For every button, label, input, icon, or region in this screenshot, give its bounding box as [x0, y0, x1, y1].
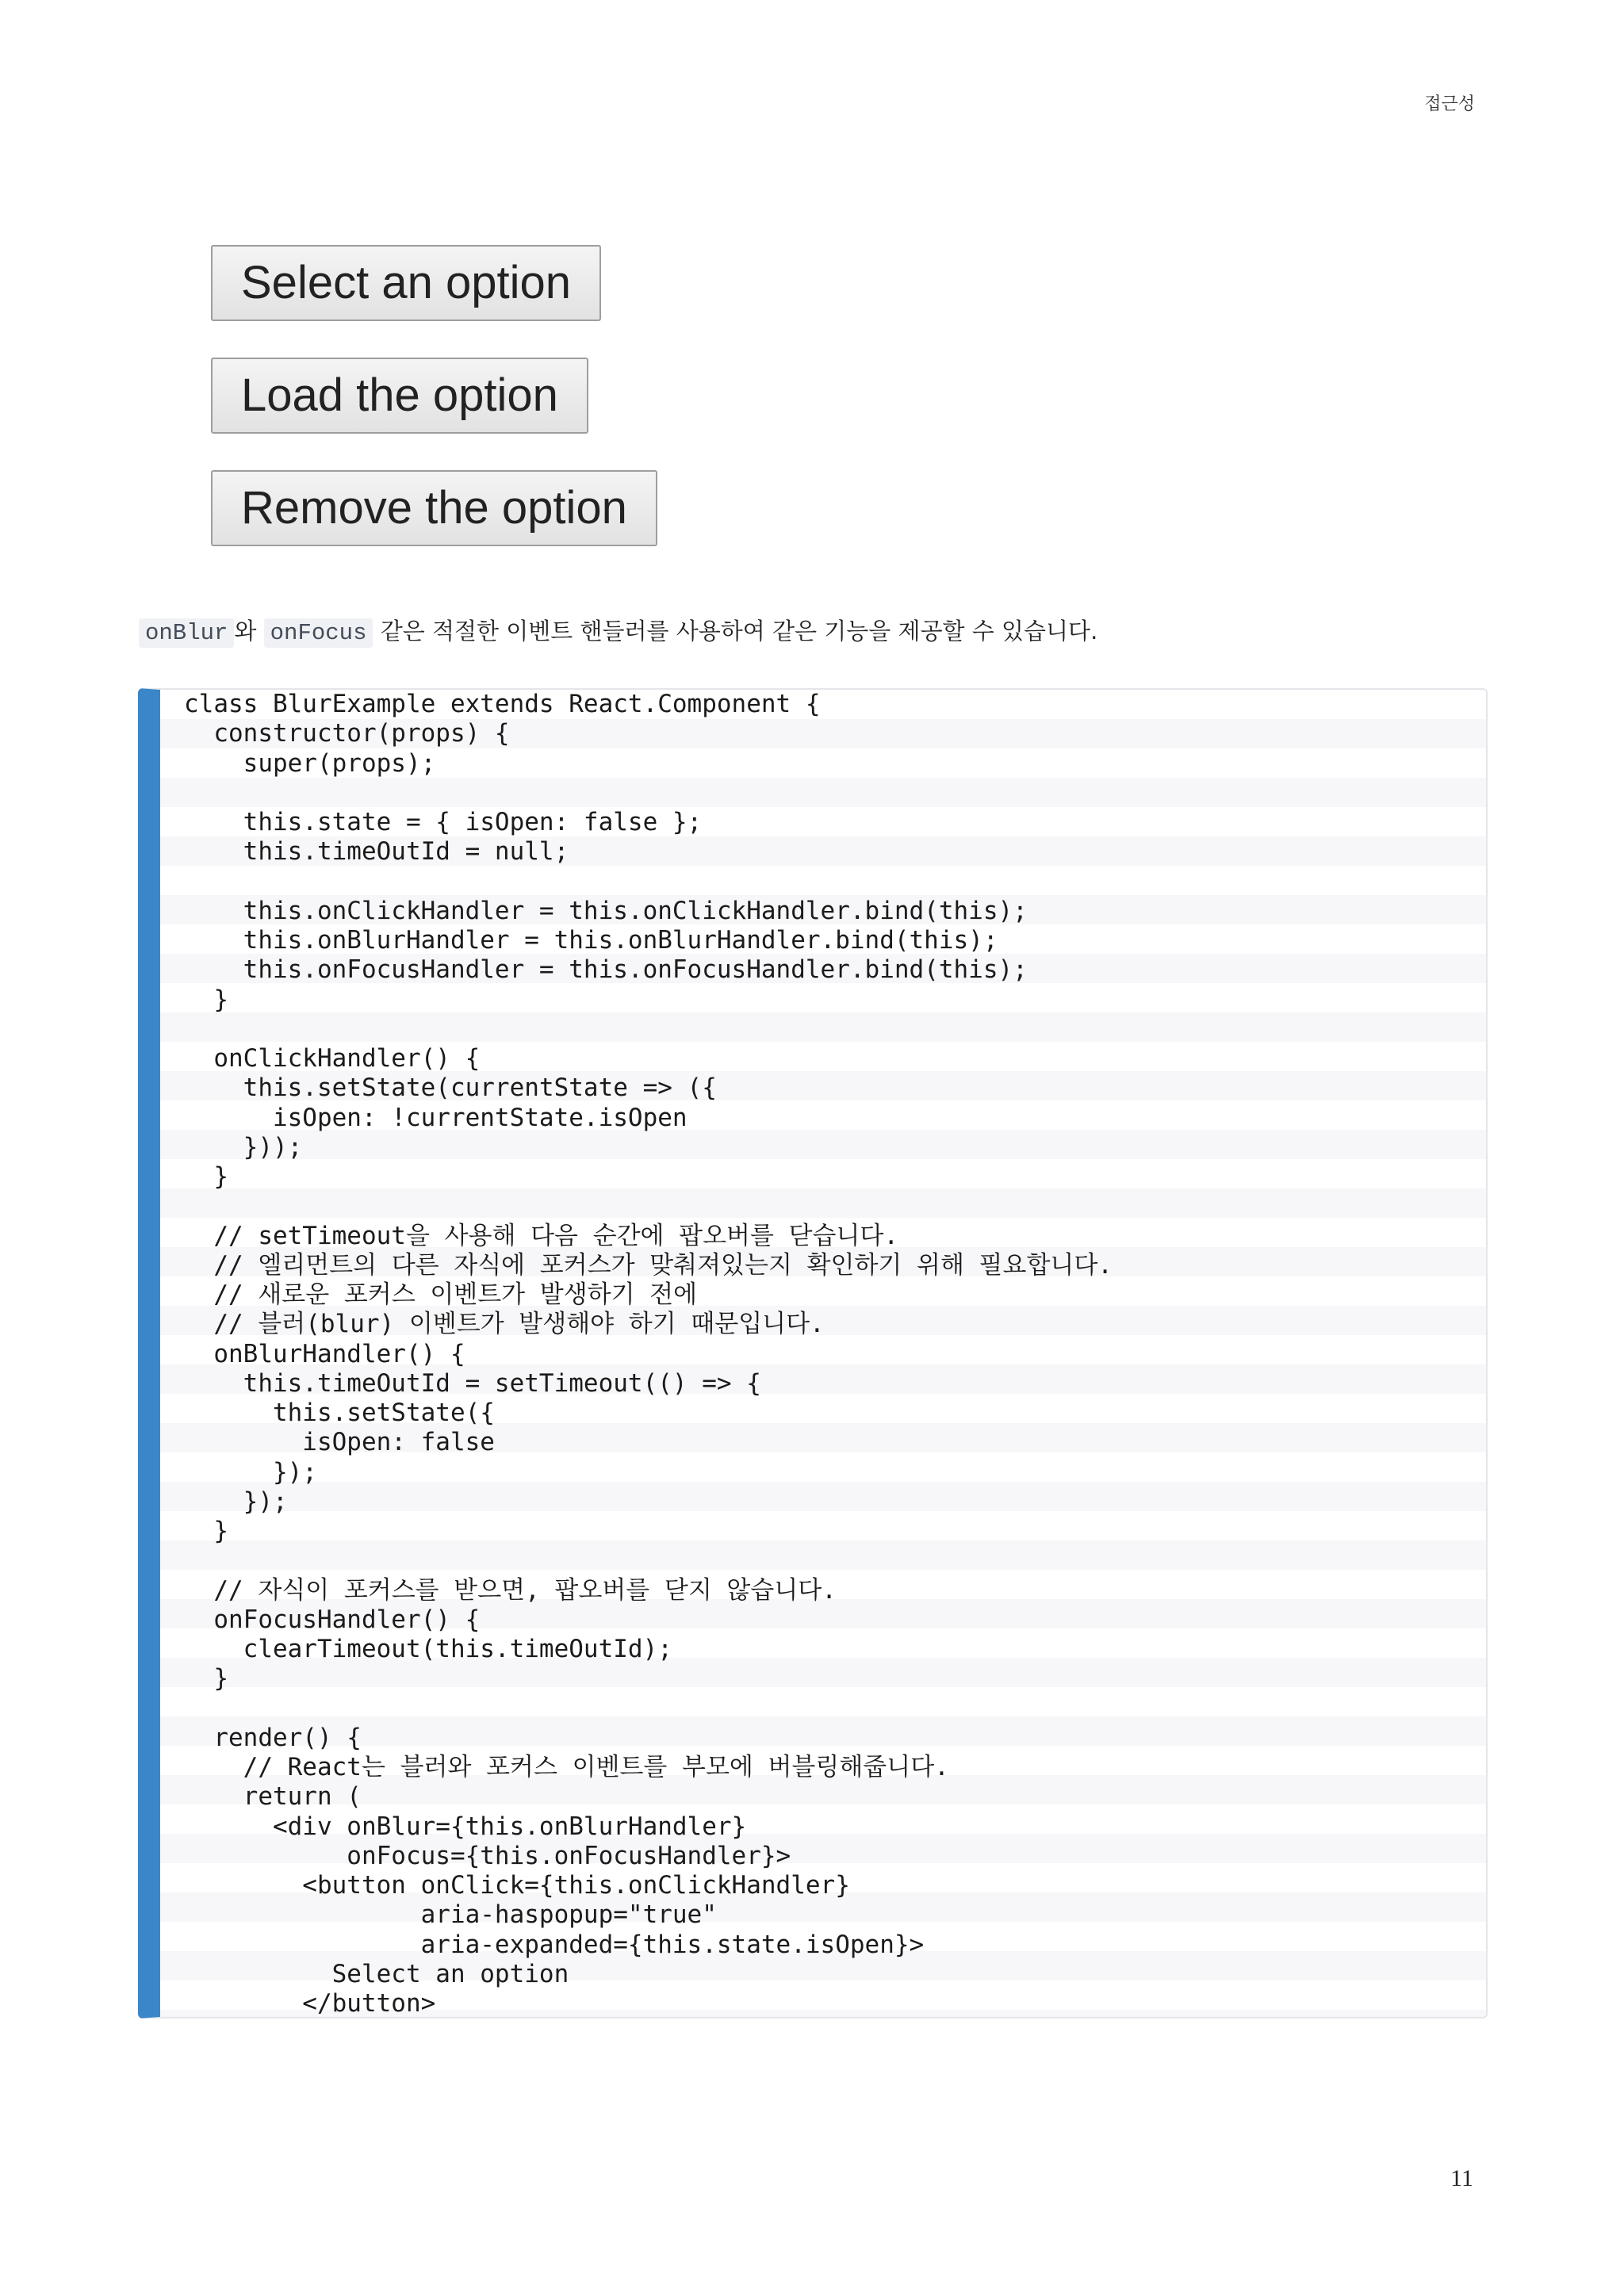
- code-line: constructor(props) {: [184, 719, 510, 748]
- code-line: // React는 블러와 포커스 이벤트를 부모에 버블링해줍니다.: [184, 1753, 949, 1781]
- code-line: }));: [184, 1132, 303, 1161]
- code-line: this.timeOutId = setTimeout(() => {: [184, 1368, 761, 1398]
- code-line: Select an option: [184, 1959, 569, 1988]
- code-line: this.onClickHandler = this.onClickHandler.bind(this);: [184, 896, 1028, 925]
- code-line: <button onClick={this.onClickHandler}: [184, 1871, 850, 1900]
- code-line: class BlurExample extends React.Component {: [184, 690, 821, 718]
- code-line: return (: [184, 1782, 362, 1812]
- code-line: render() {: [184, 1723, 362, 1752]
- load-option-button[interactable]: Load the option: [211, 358, 588, 434]
- inline-code-onfocus: onFocus: [264, 618, 373, 648]
- page-number: 11: [1450, 2165, 1473, 2191]
- code-line: this.onFocusHandler = this.onFocusHandler.bind(this);: [184, 955, 1028, 985]
- description-connector: 와: [234, 618, 257, 645]
- code-line: this.setState(currentState => ({: [184, 1073, 717, 1103]
- select-option-button[interactable]: Select an option: [211, 245, 601, 321]
- code-line: this.onBlurHandler = this.onBlurHandler.bind(this);: [184, 926, 998, 955]
- code-line: isOpen: false: [184, 1428, 495, 1457]
- code-line: isOpen: !currentState.isOpen: [184, 1103, 688, 1132]
- code-line: // 자식이 포커스를 받으면, 팝오버를 닫지 않습니다.: [184, 1575, 837, 1605]
- demo-button-group: [211, 245, 657, 583]
- code-line: super(props);: [184, 748, 436, 778]
- inline-code-onblur: onBlur: [139, 618, 234, 648]
- code-line: });: [184, 1457, 317, 1487]
- code-line: }: [184, 1664, 228, 1693]
- code-block: [138, 688, 1488, 2019]
- code-content: [160, 690, 1486, 2019]
- code-line: </button>: [184, 1989, 436, 2018]
- code-line: }: [184, 985, 228, 1014]
- code-line: // setTimeout을 사용해 다음 순간에 팝오버를 닫습니다.: [184, 1221, 899, 1250]
- code-line: onFocusHandler() {: [184, 1605, 481, 1634]
- code-line: }: [184, 1162, 228, 1191]
- code-line: onClickHandler() {: [184, 1044, 481, 1073]
- code-line: }: [184, 1517, 228, 1545]
- code-line: // 엘리먼트의 다른 자식에 포커스가 맞춰져있는지 확인하기 위해 필요합니다.: [184, 1250, 1113, 1280]
- code-line: });: [184, 1487, 288, 1516]
- code-line: <div onBlur={this.onBlurHandler}: [184, 1812, 747, 1841]
- code-line: this.setState({: [184, 1399, 495, 1427]
- code-line: aria-expanded={this.state.isOpen}>: [184, 1930, 925, 1959]
- code-line: onFocus={this.onFocusHandler}>: [184, 1841, 791, 1870]
- code-line: clearTimeout(this.timeOutId);: [184, 1635, 672, 1663]
- code-line: // 새로운 포커스 이벤트가 발생하기 전에: [184, 1280, 698, 1309]
- remove-option-button[interactable]: Remove the option: [211, 470, 657, 546]
- code-line: // 블러(blur) 이벤트가 발생해야 하기 때문입니다.: [184, 1310, 825, 1339]
- code-line: aria-haspopup="true": [184, 1900, 717, 1930]
- code-line: this.state = { isOpen: false };: [184, 808, 703, 836]
- code-line: onBlurHandler() {: [184, 1339, 465, 1368]
- code-line: this.timeOutId = null;: [184, 837, 569, 867]
- section-title: 접근성: [1424, 94, 1475, 114]
- description-text: 같은 적절한 이벤트 핸들러를 사용하여 같은 기능을 제공할 수 있습니다.: [380, 618, 1098, 645]
- description-paragraph: [139, 614, 1097, 651]
